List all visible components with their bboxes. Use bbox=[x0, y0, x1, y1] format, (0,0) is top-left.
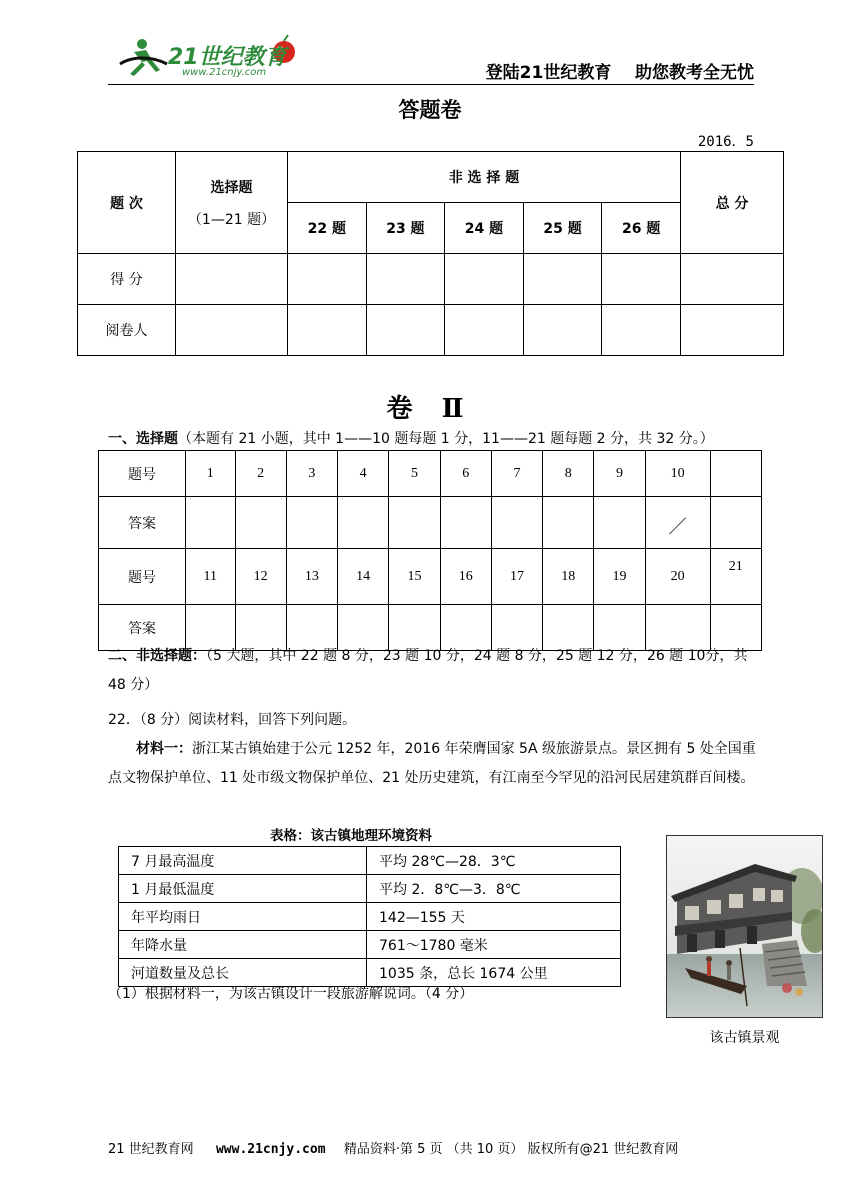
col-q23: 23 题 bbox=[366, 203, 445, 254]
question-number: 8 bbox=[543, 451, 594, 497]
footer-site-link[interactable]: www.21cnjy.com bbox=[215, 1142, 326, 1157]
section2-title: 二、非选择题： bbox=[108, 648, 206, 664]
grader-cell[interactable] bbox=[681, 305, 784, 356]
question-number: 16 bbox=[440, 549, 491, 605]
footer-right: 精品资料·第 5 页 （共 10 页） 版权所有@21 世纪教育网 bbox=[343, 1142, 679, 1157]
question-22-1: （1）根据材料一，为该古镇设计一段旅游解说词。（4 分） bbox=[108, 986, 474, 1002]
grader-cell[interactable] bbox=[602, 305, 681, 356]
score-cell[interactable] bbox=[288, 254, 367, 305]
volume-title: 卷 Ⅱ bbox=[386, 394, 474, 424]
question-number-empty bbox=[710, 451, 761, 497]
answer-cell[interactable] bbox=[710, 497, 761, 549]
col-q26: 26 题 bbox=[602, 203, 681, 254]
section1-heading bbox=[108, 428, 714, 448]
geo-value: 平均 2．8℃—3．8℃ bbox=[367, 875, 621, 903]
question-22: 22．（8 分）阅读材料，回答下列问题。 bbox=[108, 712, 357, 728]
header-divider bbox=[108, 84, 754, 85]
answer-cell[interactable] bbox=[594, 497, 645, 549]
material-1 bbox=[108, 735, 758, 793]
question-number: 21 bbox=[710, 549, 761, 605]
answer-cell[interactable] bbox=[389, 497, 440, 549]
question-number: 5 bbox=[389, 451, 440, 497]
col-xuanze-range: （1—21 题） bbox=[187, 211, 276, 228]
answer-cell[interactable] bbox=[491, 497, 542, 549]
answer-label-num: 题号 bbox=[99, 549, 186, 605]
question-number: 13 bbox=[286, 549, 337, 605]
question-number: 9 bbox=[594, 451, 645, 497]
question-number: 18 bbox=[543, 549, 594, 605]
material-label: 材料一： bbox=[136, 741, 192, 757]
question-number: 20 bbox=[645, 549, 710, 605]
geo-key: 年降水量 bbox=[119, 931, 367, 959]
col-xuanze-label: 选择题 bbox=[210, 179, 253, 196]
question-number: 4 bbox=[338, 451, 389, 497]
question-number: 12 bbox=[235, 549, 286, 605]
section2-desc: （5 大题，其中 22 题 8 分，23 题 10 分，24 题 8 分，25 题 12 分，26 题 10分，共 48 分） bbox=[108, 648, 748, 693]
section1-desc: （本题有 21 小题，其中 1——10 题每题 1 分，11——21 题每题 2 分，共 32 分。） bbox=[178, 431, 714, 447]
grader-cell[interactable] bbox=[523, 305, 602, 356]
section1-title: 一、选择题 bbox=[108, 431, 178, 447]
answer-cell[interactable] bbox=[186, 497, 236, 549]
question-number: 19 bbox=[594, 549, 645, 605]
geo-key: 年平均雨日 bbox=[119, 903, 367, 931]
col-q25: 25 题 bbox=[523, 203, 602, 254]
score-cell[interactable] bbox=[681, 254, 784, 305]
photo-caption: 该古镇景观 bbox=[709, 1030, 780, 1046]
geo-table bbox=[118, 846, 621, 987]
question-number: 2 bbox=[235, 451, 286, 497]
site-logo[interactable] bbox=[112, 34, 302, 82]
geo-key: 河道数量及总长 bbox=[119, 959, 367, 987]
grader-cell[interactable] bbox=[366, 305, 445, 356]
question-number: 6 bbox=[440, 451, 491, 497]
question-number: 15 bbox=[389, 549, 440, 605]
answer-cell[interactable] bbox=[235, 497, 286, 549]
town-photo-graphic bbox=[667, 836, 822, 1017]
answer-label-ans: 答案 bbox=[99, 497, 186, 549]
question-number: 1 bbox=[186, 451, 236, 497]
material-text: 浙江某古镇始建于公元 1252 年，2016 年荣膺国家 5A 级旅游景点。景区拥有 5 处全国重点文物保护单位、11 处市级文物保护单位、21 处历史建筑，有江南至今罕见的沿河民居建筑群百间楼。 bbox=[108, 741, 756, 786]
answer-table bbox=[98, 450, 762, 651]
col-xuanze bbox=[176, 152, 288, 254]
col-total: 总 分 bbox=[681, 152, 784, 254]
grader-cell[interactable] bbox=[176, 305, 288, 356]
answer-cell[interactable] bbox=[338, 497, 389, 549]
geo-value: 761～1780 毫米 bbox=[367, 931, 621, 959]
page-footer bbox=[108, 1138, 678, 1157]
question-number: 3 bbox=[286, 451, 337, 497]
score-cell[interactable] bbox=[445, 254, 524, 305]
page-title: 答题卷 bbox=[398, 98, 462, 122]
answer-cell[interactable] bbox=[286, 497, 337, 549]
question-number: 14 bbox=[338, 549, 389, 605]
geo-value: 142—155 天 bbox=[367, 903, 621, 931]
col-q24: 24 题 bbox=[445, 203, 524, 254]
geo-value: 1035 条，总长 1674 公里 bbox=[367, 959, 621, 987]
col-feixuanze: 非 选 择 题 bbox=[288, 152, 681, 203]
footer-left: 21 世纪教育网 bbox=[108, 1142, 194, 1157]
answer-cell[interactable] bbox=[440, 497, 491, 549]
question-number: 17 bbox=[491, 549, 542, 605]
question-number: 10 bbox=[645, 451, 710, 497]
grader-cell[interactable] bbox=[445, 305, 524, 356]
answer-label-num: 题号 bbox=[99, 451, 186, 497]
exam-date: 2016．5 bbox=[697, 134, 754, 150]
row-yuejuanren: 阅卷人 bbox=[78, 305, 176, 356]
geo-key: 7 月最高温度 bbox=[119, 847, 367, 875]
col-timu: 题 次 bbox=[78, 152, 176, 254]
score-table bbox=[77, 151, 784, 356]
col-q22: 22 题 bbox=[288, 203, 367, 254]
geo-value: 平均 28℃—28．3℃ bbox=[367, 847, 621, 875]
question-number: 7 bbox=[491, 451, 542, 497]
score-cell[interactable] bbox=[602, 254, 681, 305]
score-cell[interactable] bbox=[176, 254, 288, 305]
question-number: 11 bbox=[186, 549, 236, 605]
logo-url: www.21cnjy.com bbox=[182, 67, 267, 78]
logo-text: 21世纪教育 bbox=[168, 45, 287, 70]
score-cell[interactable] bbox=[523, 254, 602, 305]
answer-cell-slash: ／ bbox=[645, 497, 710, 549]
geo-key: 1 月最低温度 bbox=[119, 875, 367, 903]
header-slogan: 登陆21世纪教育 助您教考全无忧 bbox=[485, 63, 754, 83]
geo-table-caption: 表格：该古镇地理环境资料 bbox=[270, 828, 432, 844]
section2-heading bbox=[108, 642, 758, 700]
answer-cell[interactable] bbox=[543, 497, 594, 549]
score-cell[interactable] bbox=[366, 254, 445, 305]
town-photo bbox=[666, 835, 823, 1018]
answer-label-ans: 答案 bbox=[99, 605, 186, 651]
grader-cell[interactable] bbox=[288, 305, 367, 356]
row-defen: 得 分 bbox=[78, 254, 176, 305]
